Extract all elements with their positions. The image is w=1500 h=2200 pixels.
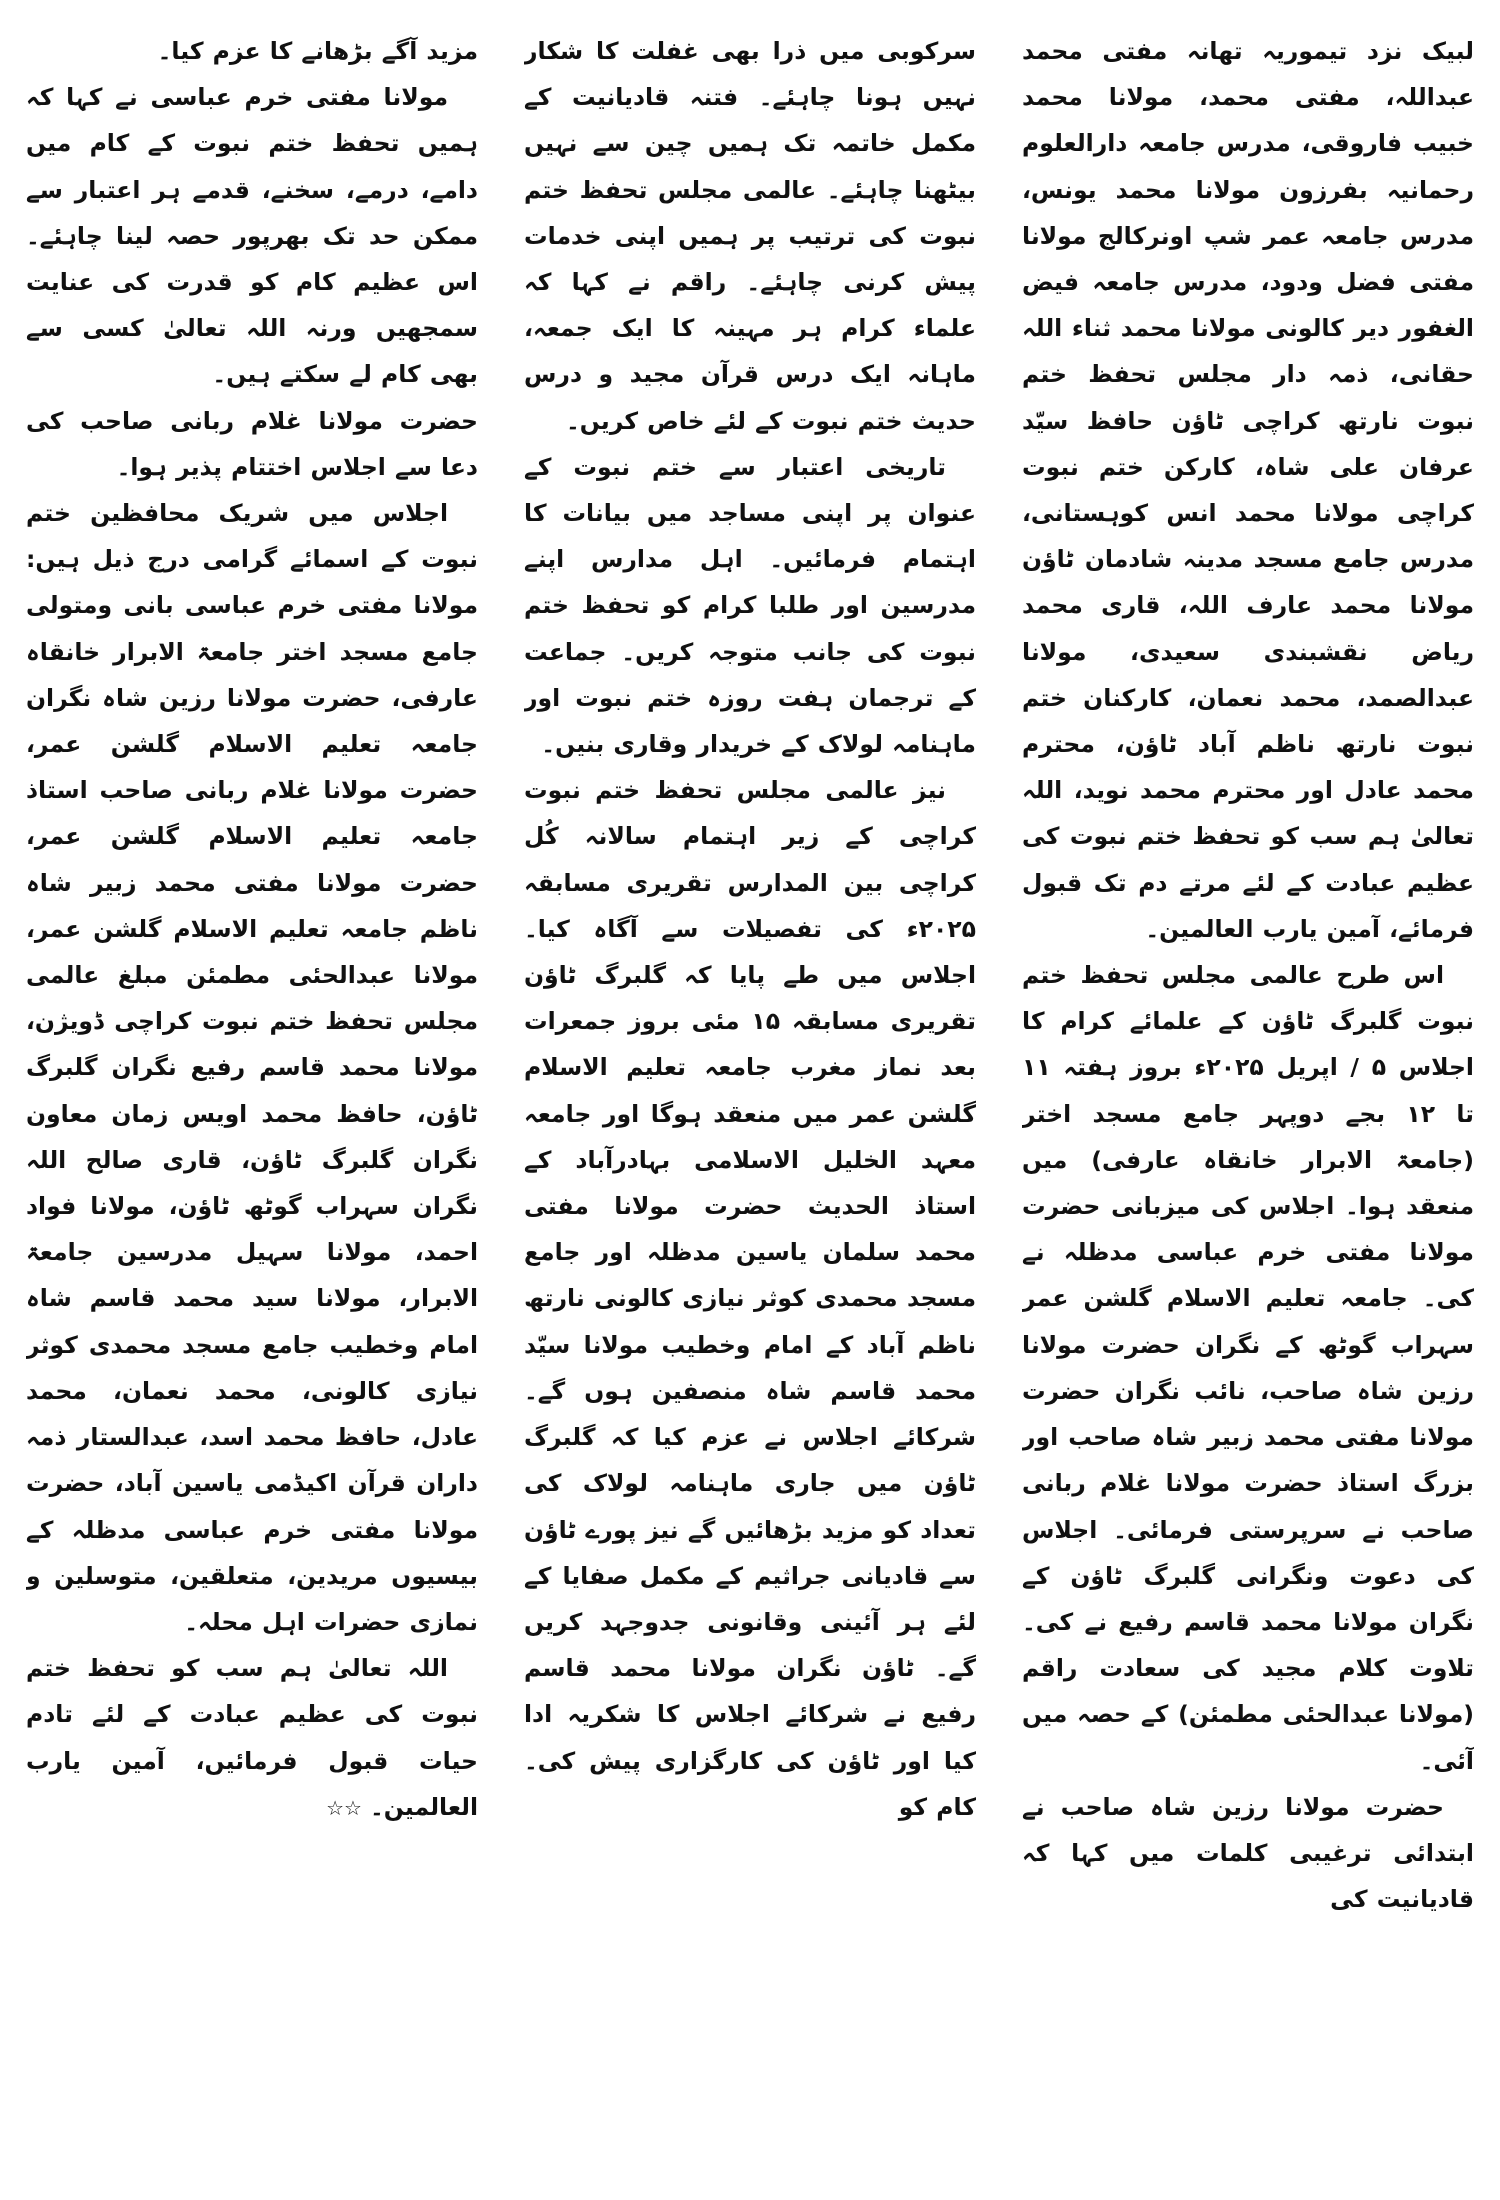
column-right — [1022, 28, 1474, 2178]
paragraph: اجلاس میں شریک محافظین ختم نبوت کے اسمائے گرامی درج ذیل ہیں: مولانا مفتی خرم عباسی بانی ومتولی جامع مسجد اختر جامعۃ الابرار خانقاہ عارفی، حضرت مولانا رزین شاہ نگران جامعہ تعلیم الاسلام گلشن عمر، حضرت مولانا غلام ربانی صاحب استاذ جامعہ تعلیم الاسلام گلشن عمر، حضرت مولانا مفتی محمد زبیر شاہ ناظم جامعہ تعلیم الاسلام گلشن عمر، مولانا عبدالحئی مطمئن مبلغ عالمی مجلس تحفظ ختم نبوت کراچی ڈویژن، مولانا محمد قاسم رفیع نگران گلبرگ ٹاؤن، حافظ محمد اویس زمان معاون نگران گلبرگ ٹاؤن، قاری صالح اللہ نگران سہراب گوٹھ ٹاؤن، مولانا فواد احمد، مولانا سہیل مدرسین جامعۃ الابرار، مولانا سید محمد قاسم شاہ امام وخطیب جامع مسجد محمدی کوثر نیازی کالونی، محمد نعمان، محمد عادل، حافظ محمد اسد، عبدالستار ذمہ داران قرآن اکیڈمی یاسین آباد، حضرت مولانا مفتی خرم عباسی مدظلہ کے بیسیوں مریدین، متعلقین، متوسلین و نمازی حضرات اہل محلہ۔ — [26, 499, 478, 1636]
paragraph: تاریخی اعتبار سے ختم نبوت کے عنوان پر اپنی مساجد میں بیانات کا اہتمام فرمائیں۔ اہل مدارس اپنے مدرسین اور طلبا کرام کو تحفظ ختم نبوت کی جانب متوجہ کریں۔ جماعت کے ترجمان ہفت روزہ ختم نبوت اور ماہنامہ لولاک کے خریدار وقاری بنیں۔ — [524, 452, 976, 759]
end-marks: ☆☆ — [326, 1795, 362, 1820]
newspaper-page — [26, 28, 1474, 2178]
paragraph: مولانا مفتی خرم عباسی نے کہا کہ ہمیں تحفظ ختم نبوت کے کام میں دامے، درمے، سخنے، قدمے ہر اعتبار سے ممکن حد تک بھرپور حصہ لینا چاہئے۔ اس عظیم کام کو قدرت کی عنایت سمجھیں ورنہ اللہ تعالیٰ کسی سے بھی کام لے سکتے ہیں۔ — [26, 83, 478, 389]
paragraph: اس طرح عالمی مجلس تحفظ ختم نبوت گلبرگ ٹاؤن کے علمائے کرام کا اجلاس ۵ / اپریل ۲۰۲۵ء بروز ہفتہ ۱۱ تا ۱۲ بجے دوپہر جامع مسجد اختر (جامعۃ الابرار خانقاہ عارفی) میں منعقد ہوا۔ اجلاس کی میزبانی حضرت مولانا مفتی خرم عباسی مدظلہ نے کی۔ جامعہ تعلیم الاسلام گلشن عمر سہراب گوٹھ کے نگران حضرت مولانا رزین شاہ صاحب، نائب نگران حضرت مولانا مفتی محمد زبیر شاہ صاحب اور بزرگ استاذ حضرت مولانا غلام ربانی صاحب نے سرپرستی فرمائی۔ اجلاس کی دعوت ونگرانی گلبرگ ٹاؤن کے نگران مولانا محمد قاسم رفیع نے کی۔ تلاوت کلام مجید کی سعادت راقم (مولانا عبدالحئی مطمئن) کے حصہ میں آئی۔ — [1022, 961, 1474, 1775]
column-middle — [524, 28, 976, 2178]
closing-text: اللہ تعالیٰ ہم سب کو تحفظ ختم نبوت کی عظیم عبادت کے لئے تادم حیات قبول فرمائیں، آمین یارب العالمین۔ — [26, 1654, 478, 1821]
paragraph: مزید آگے بڑھانے کا عزم کیا۔ — [157, 37, 478, 65]
paragraph: سرکوبی میں ذرا بھی غفلت کا شکار نہیں ہونا چاہئے۔ فتنہ قادیانیت کے مکمل خاتمہ تک ہمیں چین سے نہیں بیٹھنا چاہئے۔ عالمی مجلس تحفظ ختم نبوت کی ترتیب پر ہمیں اپنی خدمات پیش کرنی چاہئے۔ راقم نے کہا کہ علماء کرام ہر مہینہ کا ایک جمعہ، ماہانہ ایک درس قرآن مجید و درس حدیث ختم نبوت کے لئے خاص کریں۔ — [524, 37, 976, 435]
paragraph: حضرت مولانا رزین شاہ صاحب نے ابتدائی ترغیبی کلمات میں کہا کہ قادیانیت کی — [1022, 1792, 1474, 1914]
closing-paragraph — [26, 1645, 478, 1831]
paragraph: لبیک نزد تیموریہ تھانہ مفتی محمد عبداللہ، مفتی محمد، مولانا محمد خبیب فاروقی، مدرس جامعہ دارالعلوم رحمانیہ بفرزون مولانا محمد یونس، مدرس جامعہ عمر شپ اونرکالج مولانا مفتی فضل ودود، مدرس جامعہ فیض الغفور دیر کالونی مولانا محمد ثناء اللہ حقانی، ذمہ دار مجلس تحفظ ختم نبوت نارتھ کراچی ٹاؤن حافظ سیّد عرفان علی شاہ، کارکن ختم نبوت کراچی مولانا محمد انس کوہستانی، مدرس جامع مسجد مدینہ شادمان ٹاؤن مولانا محمد عارف اللہ، قاری محمد ریاض نقشبندی سعیدی، مولانا عبدالصمد، محمد نعمان، کارکنان ختم نبوت نارتھ ناظم آباد ٹاؤن، محترم محمد عادل اور محترم محمد نوید، اللہ تعالیٰ ہم سب کو تحفظ ختم نبوت کی عظیم عبادت کے لئے مرتے دم تک قبول فرمائے، آمین یارب العالمین۔ — [1022, 37, 1474, 943]
paragraph: نیز عالمی مجلس تحفظ ختم نبوت کراچی کے زیر اہتمام سالانہ کُل کراچی بین المدارس تقریری مسابقہ ۲۰۲۵ء کی تفصیلات سے آگاہ کیا۔ اجلاس میں طے پایا کہ گلبرگ ٹاؤن تقریری مسابقہ ۱۵ مئی بروز جمعرات بعد نماز مغرب جامعہ تعلیم الاسلام گلشن عمر میں منعقد ہوگا اور جامعہ معہد الخلیل الاسلامی بہادرآباد کے استاذ الحدیث حضرت مولانا مفتی محمد سلمان یاسین مدظلہ اور جامع مسجد محمدی کوثر نیازی کالونی نارتھ ناظم آباد کے امام وخطیب مولانا سیّد محمد قاسم شاہ منصفین ہوں گے۔ شرکائے اجلاس نے عزم کیا کہ گلبرگ ٹاؤن میں جاری ماہنامہ لولاک کی تعداد کو مزید بڑھائیں گے نیز پورے ٹاؤن سے قادیانی جراثیم کے مکمل صفایا کے لئے ہر آئینی وقانونی جدوجہد کریں گے۔ ٹاؤن نگران مولانا محمد قاسم رفیع نے شرکائے اجلاس کا شکریہ ادا کیا اور ٹاؤن کی کارگزاری پیش کی۔ کام کو — [524, 776, 976, 1821]
paragraph: حضرت مولانا غلام ربانی صاحب کی دعا سے اجلاس اختتام پذیر ہوا۔ — [26, 406, 478, 481]
column-left — [26, 28, 478, 2178]
